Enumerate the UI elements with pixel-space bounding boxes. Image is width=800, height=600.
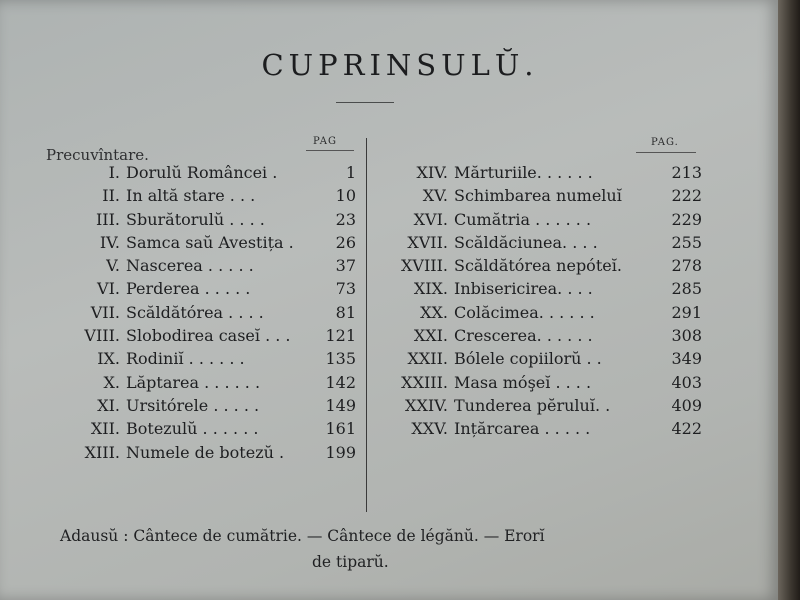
chapter-title: Nascerea . . . . . — [126, 256, 254, 276]
page-number: 1 — [345, 163, 356, 182]
chapter-number: II. — [102, 186, 120, 206]
chapter-number: IX. — [97, 349, 120, 369]
chapter-number: VIII. — [84, 326, 120, 346]
page-number: 278 — [671, 256, 702, 276]
page-number: 213 — [671, 163, 702, 182]
addenda-line: de tiparŭ. — [312, 553, 389, 571]
page-number: 121 — [325, 326, 356, 346]
page-number: 285 — [671, 279, 702, 299]
page-number: 222 — [671, 186, 702, 206]
chapter-title: Rodiniĭ . . . . . . — [126, 349, 245, 369]
chapter-number: XI. — [97, 395, 120, 415]
toc-entry — [40, 231, 360, 254]
chapter-title: Ințărcarea . . . . . — [454, 419, 591, 439]
chapter-title: Ursitórele . . . . . — [126, 395, 260, 415]
chapter-title: Masa móşeĭ . . . . — [454, 372, 592, 392]
toc-entry — [40, 254, 360, 277]
chapter-title: In altă stare . . . — [126, 186, 256, 206]
chapter-title: Dorulŭ Româncei . — [126, 163, 278, 182]
page-title: CUPRINSULŬ. — [261, 48, 539, 82]
chapter-title: Mărturiile. . . . . . — [454, 163, 593, 182]
chapter-number: XXII. — [407, 349, 448, 369]
toc-entry — [376, 347, 706, 370]
toc-entry — [376, 417, 706, 440]
page-number: 142 — [325, 372, 356, 392]
chapter-title: Slobodirea caseĭ . . . — [126, 326, 291, 346]
toc-entry — [40, 324, 360, 347]
toc-entry — [40, 371, 360, 394]
page-number: 37 — [335, 256, 356, 276]
toc-entry — [40, 208, 360, 231]
toc-entry — [376, 324, 706, 347]
chapter-title: Inbisericirea. . . . — [454, 279, 593, 299]
page-number: 10 — [335, 186, 356, 206]
page-number: 255 — [671, 232, 702, 252]
page-number: 149 — [325, 395, 356, 415]
chapter-number: XXIII. — [401, 372, 448, 392]
chapter-number: VI. — [97, 279, 120, 299]
chapter-title: Sburătorulŭ . . . . — [126, 209, 265, 229]
toc-entry — [376, 208, 706, 231]
chapter-title: Lăptarea . . . . . . — [126, 372, 261, 392]
chapter-number: XX. — [420, 302, 448, 322]
toc-entry — [40, 277, 360, 300]
chapter-number: XIV. — [416, 163, 448, 182]
page-number: 161 — [325, 419, 356, 439]
chapter-number: XVIII. — [401, 256, 448, 276]
book-edge — [778, 0, 800, 600]
toc-entry — [40, 184, 360, 207]
chapter-number: X. — [103, 372, 120, 392]
page-number: 135 — [325, 349, 356, 369]
toc-entry — [376, 161, 706, 184]
page-number: 73 — [335, 279, 356, 299]
chapter-title: Scăldăciunea. . . . — [454, 232, 598, 252]
toc-right-column — [376, 161, 706, 441]
toc-entry — [40, 441, 360, 464]
addenda-note — [60, 523, 700, 575]
page-number: 199 — [325, 442, 356, 462]
chapter-number: XIX. — [413, 279, 448, 299]
toc-entry — [40, 301, 360, 324]
chapter-title: Colăcimea. . . . . . — [454, 302, 595, 322]
chapter-number: XVI. — [413, 209, 448, 229]
page-number: 229 — [671, 209, 702, 229]
title-rule — [336, 102, 394, 103]
chapter-title: Perderea . . . . . — [126, 279, 251, 299]
toc-entry — [376, 394, 706, 417]
page-number: 26 — [335, 232, 356, 252]
chapter-number: XVII. — [407, 232, 448, 252]
chapter-number: III. — [95, 209, 120, 229]
toc-entry — [376, 301, 706, 324]
chapter-title: Samca saŭ Avestița . — [126, 232, 294, 252]
page-number: 23 — [335, 209, 356, 229]
preface-entry: Precuvîntare. — [46, 146, 149, 164]
toc-entry — [376, 184, 706, 207]
page-number: 308 — [671, 326, 702, 346]
toc-entry — [376, 277, 706, 300]
chapter-number: XXV. — [411, 419, 448, 439]
toc-left-column — [40, 161, 360, 464]
chapter-title: Schimbarea numeluĭ — [454, 186, 622, 206]
chapter-number: XIII. — [84, 442, 120, 462]
chapter-title: Botezulŭ . . . . . . — [126, 419, 259, 439]
toc-entry — [376, 231, 706, 254]
chapter-number: XXI. — [413, 326, 448, 346]
toc-entry — [40, 417, 360, 440]
pag-header-left: PAG — [313, 136, 338, 147]
toc-entry — [376, 254, 706, 277]
column-divider — [366, 138, 367, 512]
page-number: 81 — [335, 302, 356, 322]
chapter-number: XII. — [90, 419, 120, 439]
chapter-number: V. — [106, 256, 120, 276]
toc-entry — [40, 347, 360, 370]
chapter-number: XV. — [422, 186, 448, 206]
toc-entry — [40, 161, 360, 184]
chapter-number: IV. — [99, 232, 120, 252]
page-number: 409 — [671, 395, 702, 415]
page-number: 349 — [671, 349, 702, 369]
chapter-title: Scăldătórea . . . . — [126, 302, 264, 322]
chapter-title: Tunderea pĕruluĭ. . — [454, 395, 611, 415]
chapter-title: Bólele copiilorŭ . . — [454, 349, 602, 369]
toc-entry — [40, 394, 360, 417]
page-number: 422 — [671, 419, 702, 439]
chapter-title: Cumătria . . . . . . — [454, 209, 592, 229]
chapter-title: Crescerea. . . . . . — [454, 326, 593, 346]
page-number: 291 — [671, 302, 702, 322]
toc-entry — [376, 371, 706, 394]
chapter-number: I. — [108, 163, 120, 182]
pag-rule-right — [636, 152, 696, 153]
addenda-line: Adausŭ : Cântece de cumătrie. — Cântece de légănŭ. — Erorĭ — [60, 527, 545, 545]
pag-rule-left — [306, 150, 354, 151]
page-number: 403 — [671, 372, 702, 392]
chapter-title: Scăldătórea nepóteĭ. — [454, 256, 622, 276]
chapter-title: Numele de botezŭ . — [126, 442, 285, 462]
chapter-number: XXIV. — [405, 395, 448, 415]
chapter-number: VII. — [90, 302, 120, 322]
pag-header-right: PAG. — [651, 137, 679, 148]
